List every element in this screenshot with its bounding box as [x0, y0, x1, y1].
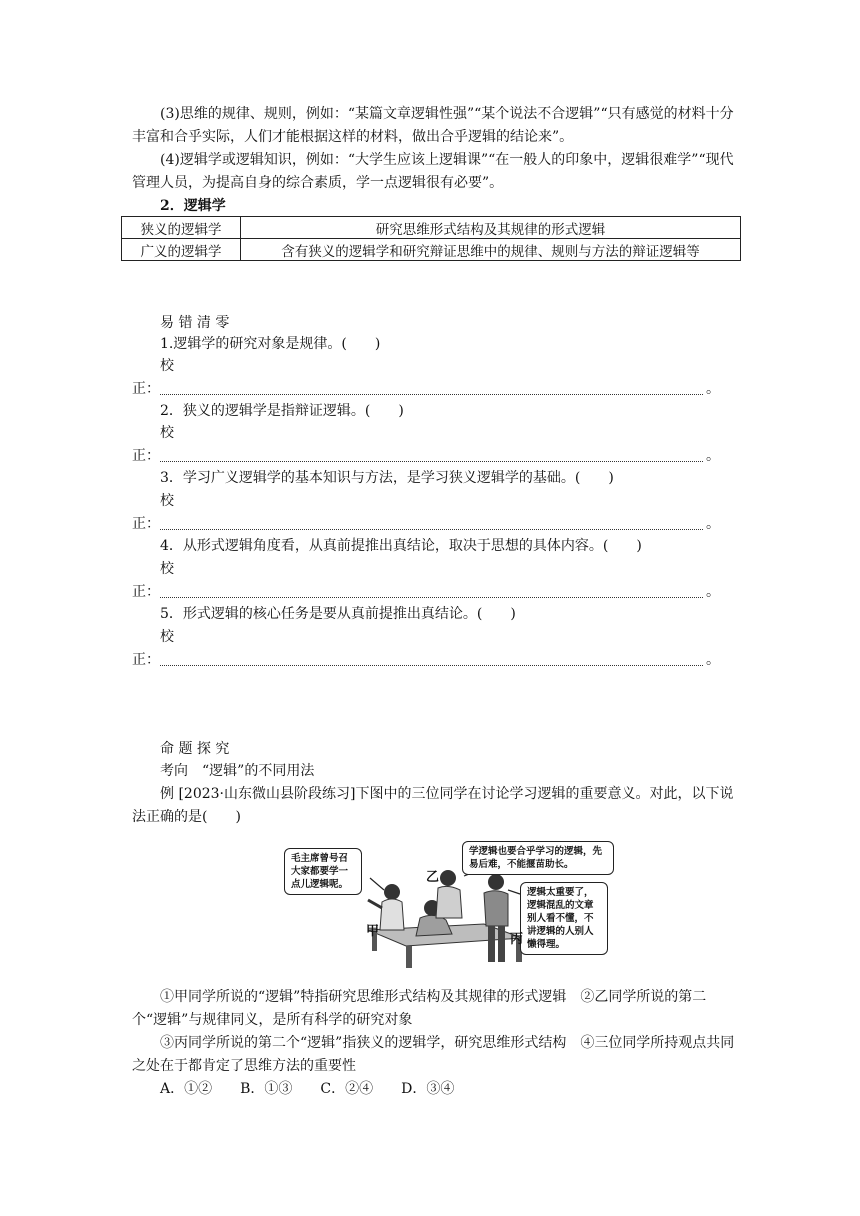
correction-line[interactable]: [160, 461, 703, 462]
proposition-heading: 命 题 探 究: [160, 741, 230, 757]
answer-options[interactable]: A．①② B．①③ C．②④ D．③④: [160, 1081, 455, 1097]
table-cell-name: 狭义的逻辑学: [122, 217, 241, 239]
correction-line[interactable]: [160, 597, 703, 598]
statements-3-4: ③丙同学所说的第二个“逻辑”指狭义的逻辑学，研究思维形式结构 ④三位同学所持观点共同之处在于都肯定了思维方法的重要性: [132, 1035, 735, 1074]
error-item-2: 2．狭义的逻辑学是指辩证逻辑。( ): [160, 403, 404, 419]
period: 。: [706, 448, 720, 464]
table-row: [122, 217, 741, 239]
jiao-label: 校: [160, 561, 174, 577]
jiao-label: 校: [160, 493, 174, 509]
speech-bubble-jia: 毛主席曾号召大家都要学一点儿逻辑呢。: [284, 848, 362, 895]
label-bing: 丙: [510, 932, 524, 947]
correction-line[interactable]: [160, 394, 703, 395]
label-jia: 甲: [366, 924, 380, 939]
period: 。: [706, 584, 720, 600]
error-item-5: 5．形式逻辑的核心任务是要从真前提推出真结论。( ): [160, 606, 516, 622]
logic-table: [121, 216, 741, 261]
zheng-label: 正：: [132, 516, 160, 532]
table-row: [122, 239, 741, 261]
speech-bubble-yi: 学逻辑也要合乎学习的逻辑，先易后难，不能揠苗助长。: [462, 841, 614, 875]
jiao-label: 校: [160, 425, 174, 441]
zheng-label: 正：: [132, 584, 160, 600]
label-yi: 乙: [426, 870, 440, 885]
period: 。: [706, 381, 720, 397]
error-item-3: 3．学习广义逻辑学的基本知识与方法，是学习狭义逻辑学的基础。( ): [160, 470, 614, 486]
period: 。: [706, 652, 720, 668]
jiao-label: 校: [160, 629, 174, 645]
discussion-figure: [284, 838, 614, 970]
direction-heading: 考向 “逻辑”的不同用法: [160, 763, 315, 779]
period: 。: [706, 516, 720, 532]
error-item-1: 1.逻辑学的研究对象是规律。( ): [160, 336, 381, 352]
zheng-label: 正：: [132, 652, 160, 668]
intro-item-3: (3)思维的规律、规则，例如：“某篇文章逻辑性强”“某个说法不合逻辑”“只有感觉的材料十分丰富和合乎实际，人们才能根据这样的材料，做出合乎逻辑的结论来”。: [132, 106, 734, 145]
section-2-heading: 2．逻辑学: [160, 198, 226, 214]
table-cell-desc: 含有狭义的逻辑学和研究辩证思维中的规律、规则与方法的辩证逻辑等: [241, 239, 741, 261]
correction-line[interactable]: [160, 665, 703, 666]
error-item-4: 4．从形式逻辑角度看，从真前提推出真结论，取决于思想的具体内容。( ): [160, 538, 642, 554]
correction-line[interactable]: [160, 529, 703, 530]
jiao-label: 校: [160, 358, 174, 374]
zheng-label: 正：: [132, 448, 160, 464]
errors-heading: 易 错 清 零: [160, 315, 230, 331]
speech-bubble-bing: 逻辑太重要了，逻辑混乱的文章别人看不懂，不讲逻辑的人别人懒得理。: [520, 882, 608, 955]
example-question: 例 [2023·山东微山县阶段练习]下图中的三位同学在讨论学习逻辑的重要意义。对此，以下说法正确的是( ): [132, 786, 734, 825]
intro-item-4: (4)逻辑学或逻辑知识，例如：“大学生应该上逻辑课”“在一般人的印象中，逻辑很难学”“现代管理人员，为提高自身的综合素质，学一点逻辑很有必要”。: [132, 152, 734, 191]
table-cell-name: 广义的逻辑学: [122, 239, 241, 261]
zheng-label: 正：: [132, 381, 160, 397]
table-cell-desc: 研究思维形式结构及其规律的形式逻辑: [241, 217, 741, 239]
statements-1-2: ①甲同学所说的“逻辑”特指研究思维形式结构及其规律的形式逻辑 ②乙同学所说的第二个“逻辑”与规律同义，是所有科学的研究对象: [132, 989, 707, 1028]
